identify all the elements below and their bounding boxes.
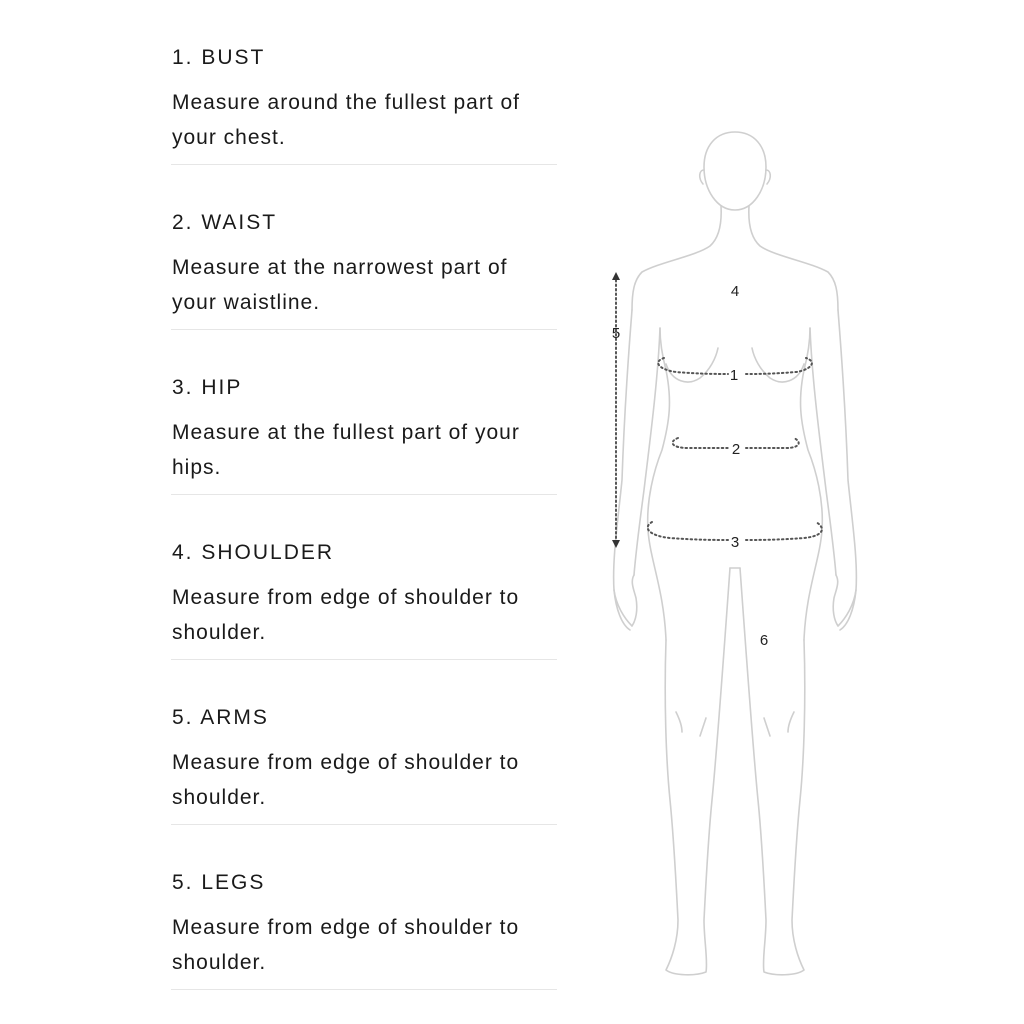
body-figure <box>600 120 870 990</box>
measurement-title: 2. WAIST <box>172 211 278 234</box>
divider <box>171 989 557 990</box>
measurement-item-shoulder <box>171 495 557 660</box>
measurement-item-bust <box>171 0 557 165</box>
hip-guide-left <box>648 522 728 540</box>
measurement-item-legs <box>171 825 557 990</box>
measurement-description: Measure from edge of shoulder to shoulder. <box>172 586 520 644</box>
measurement-guides <box>616 280 822 540</box>
measurement-title: 4. SHOULDER <box>172 541 335 564</box>
measurement-item-arms <box>171 660 557 825</box>
measurement-title: 5. ARMS <box>172 706 269 729</box>
label-waist: 2 <box>731 441 741 458</box>
hip-guide-right <box>746 522 822 540</box>
waist-guide-right <box>746 438 799 448</box>
arrow-up-icon <box>612 272 620 280</box>
label-arms: 5 <box>611 325 621 342</box>
arrow-down-icon <box>612 540 620 548</box>
label-legs: 6 <box>759 632 769 649</box>
measurement-description: Measure from edge of shoulder to shoulder. <box>172 751 520 809</box>
measurement-title: 3. HIP <box>172 376 243 399</box>
body-outline-illustration <box>600 120 870 990</box>
waist-guide-left <box>673 438 728 448</box>
measurement-item-hip <box>171 330 557 495</box>
measurement-title: 5. LEGS <box>172 871 266 894</box>
measurement-description: Measure at the narrowest part of your waistline. <box>172 256 508 314</box>
measurement-title: 1. BUST <box>172 46 266 69</box>
body-outline <box>611 132 857 975</box>
measurement-item-waist <box>171 165 557 330</box>
label-shoulder: 4 <box>730 283 740 300</box>
measurement-description: Measure from edge of shoulder to shoulder. <box>172 916 520 974</box>
measurement-description: Measure at the fullest part of your hips. <box>172 421 520 479</box>
label-hip: 3 <box>730 534 740 551</box>
measurement-description: Measure around the fullest part of your chest. <box>172 91 521 149</box>
label-bust: 1 <box>729 367 739 384</box>
